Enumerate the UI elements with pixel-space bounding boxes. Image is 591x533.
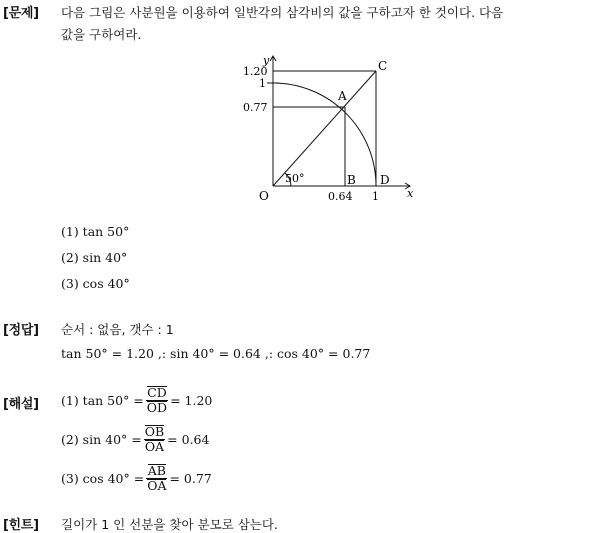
solution-row-3-num: AB <box>147 462 166 478</box>
solution-row-3-fraction <box>146 464 167 493</box>
solution-row-2-prefix: (2) sin 40° = <box>61 431 142 447</box>
point-a-label: A <box>338 89 347 103</box>
solution-row-3-result: = 0.77 <box>169 470 212 486</box>
quarter-circle-figure <box>235 50 420 210</box>
point-c-label: C <box>378 59 388 73</box>
x-tick-064: 0.64 <box>328 190 353 203</box>
solution-row-2-fraction <box>144 425 165 454</box>
problem-tag: [문제] <box>3 6 39 21</box>
solution-row-1 <box>61 380 212 420</box>
problem-item-2: (2) sin 40° <box>61 250 128 265</box>
solution-row-3-den: OA <box>147 477 167 493</box>
origin-label: O <box>259 189 269 203</box>
solution-row-1-prefix: (1) tan 50° = <box>61 392 144 408</box>
x-axis-label: x <box>407 187 414 200</box>
solution-row-1-den: OD <box>146 399 168 415</box>
solution-tag: [해설] <box>3 397 39 412</box>
solution-row-1-fraction <box>146 386 168 415</box>
angle-label: 50° <box>285 172 305 185</box>
answer-line2: tan 50° = 1.20 ,: sin 40° = 0.64 ,: cos 40° = 0.77 <box>61 346 371 361</box>
unit-arc <box>273 83 376 186</box>
answer-line1: 순서 : 없음, 갯수 : 1 <box>61 322 174 337</box>
solution-row-2-den: OA <box>144 438 165 454</box>
answer-tag: [정답] <box>3 323 39 338</box>
solution-row-3 <box>61 458 212 498</box>
problem-text-line2: 값을 구하여라. <box>61 27 142 42</box>
ray-oc <box>273 71 376 186</box>
hint-tag: [힌트] <box>3 518 39 533</box>
solution-row-1-num: CD <box>147 384 167 400</box>
y-tick-1: 1 <box>259 77 266 90</box>
problem-item-3: (3) cos 40° <box>61 276 130 291</box>
y-tick-077: 0.77 <box>243 101 268 114</box>
y-tick-120: 1.20 <box>243 65 268 78</box>
problem-text-line1: 다음 그림은 사분원을 이용하여 일반각의 삼각비의 값을 구하고자 한 것이다. 다음 <box>61 5 504 20</box>
solution-row-2 <box>61 419 209 459</box>
solution-row-2-result: = 0.64 <box>167 431 210 447</box>
problem-item-1: (1) tan 50° <box>61 224 130 239</box>
y-axis-label: y <box>263 54 270 67</box>
hint-text: 길이가 1 인 선분을 찾아 분모로 삼는다. <box>61 517 278 532</box>
solution-row-2-num: OB <box>144 423 165 439</box>
solution-row-1-result: = 1.20 <box>170 392 213 408</box>
x-tick-1: 1 <box>372 190 379 203</box>
point-b-label: B <box>347 173 356 187</box>
point-d-label: D <box>380 173 390 187</box>
solution-row-3-prefix: (3) cos 40° = <box>61 470 145 486</box>
